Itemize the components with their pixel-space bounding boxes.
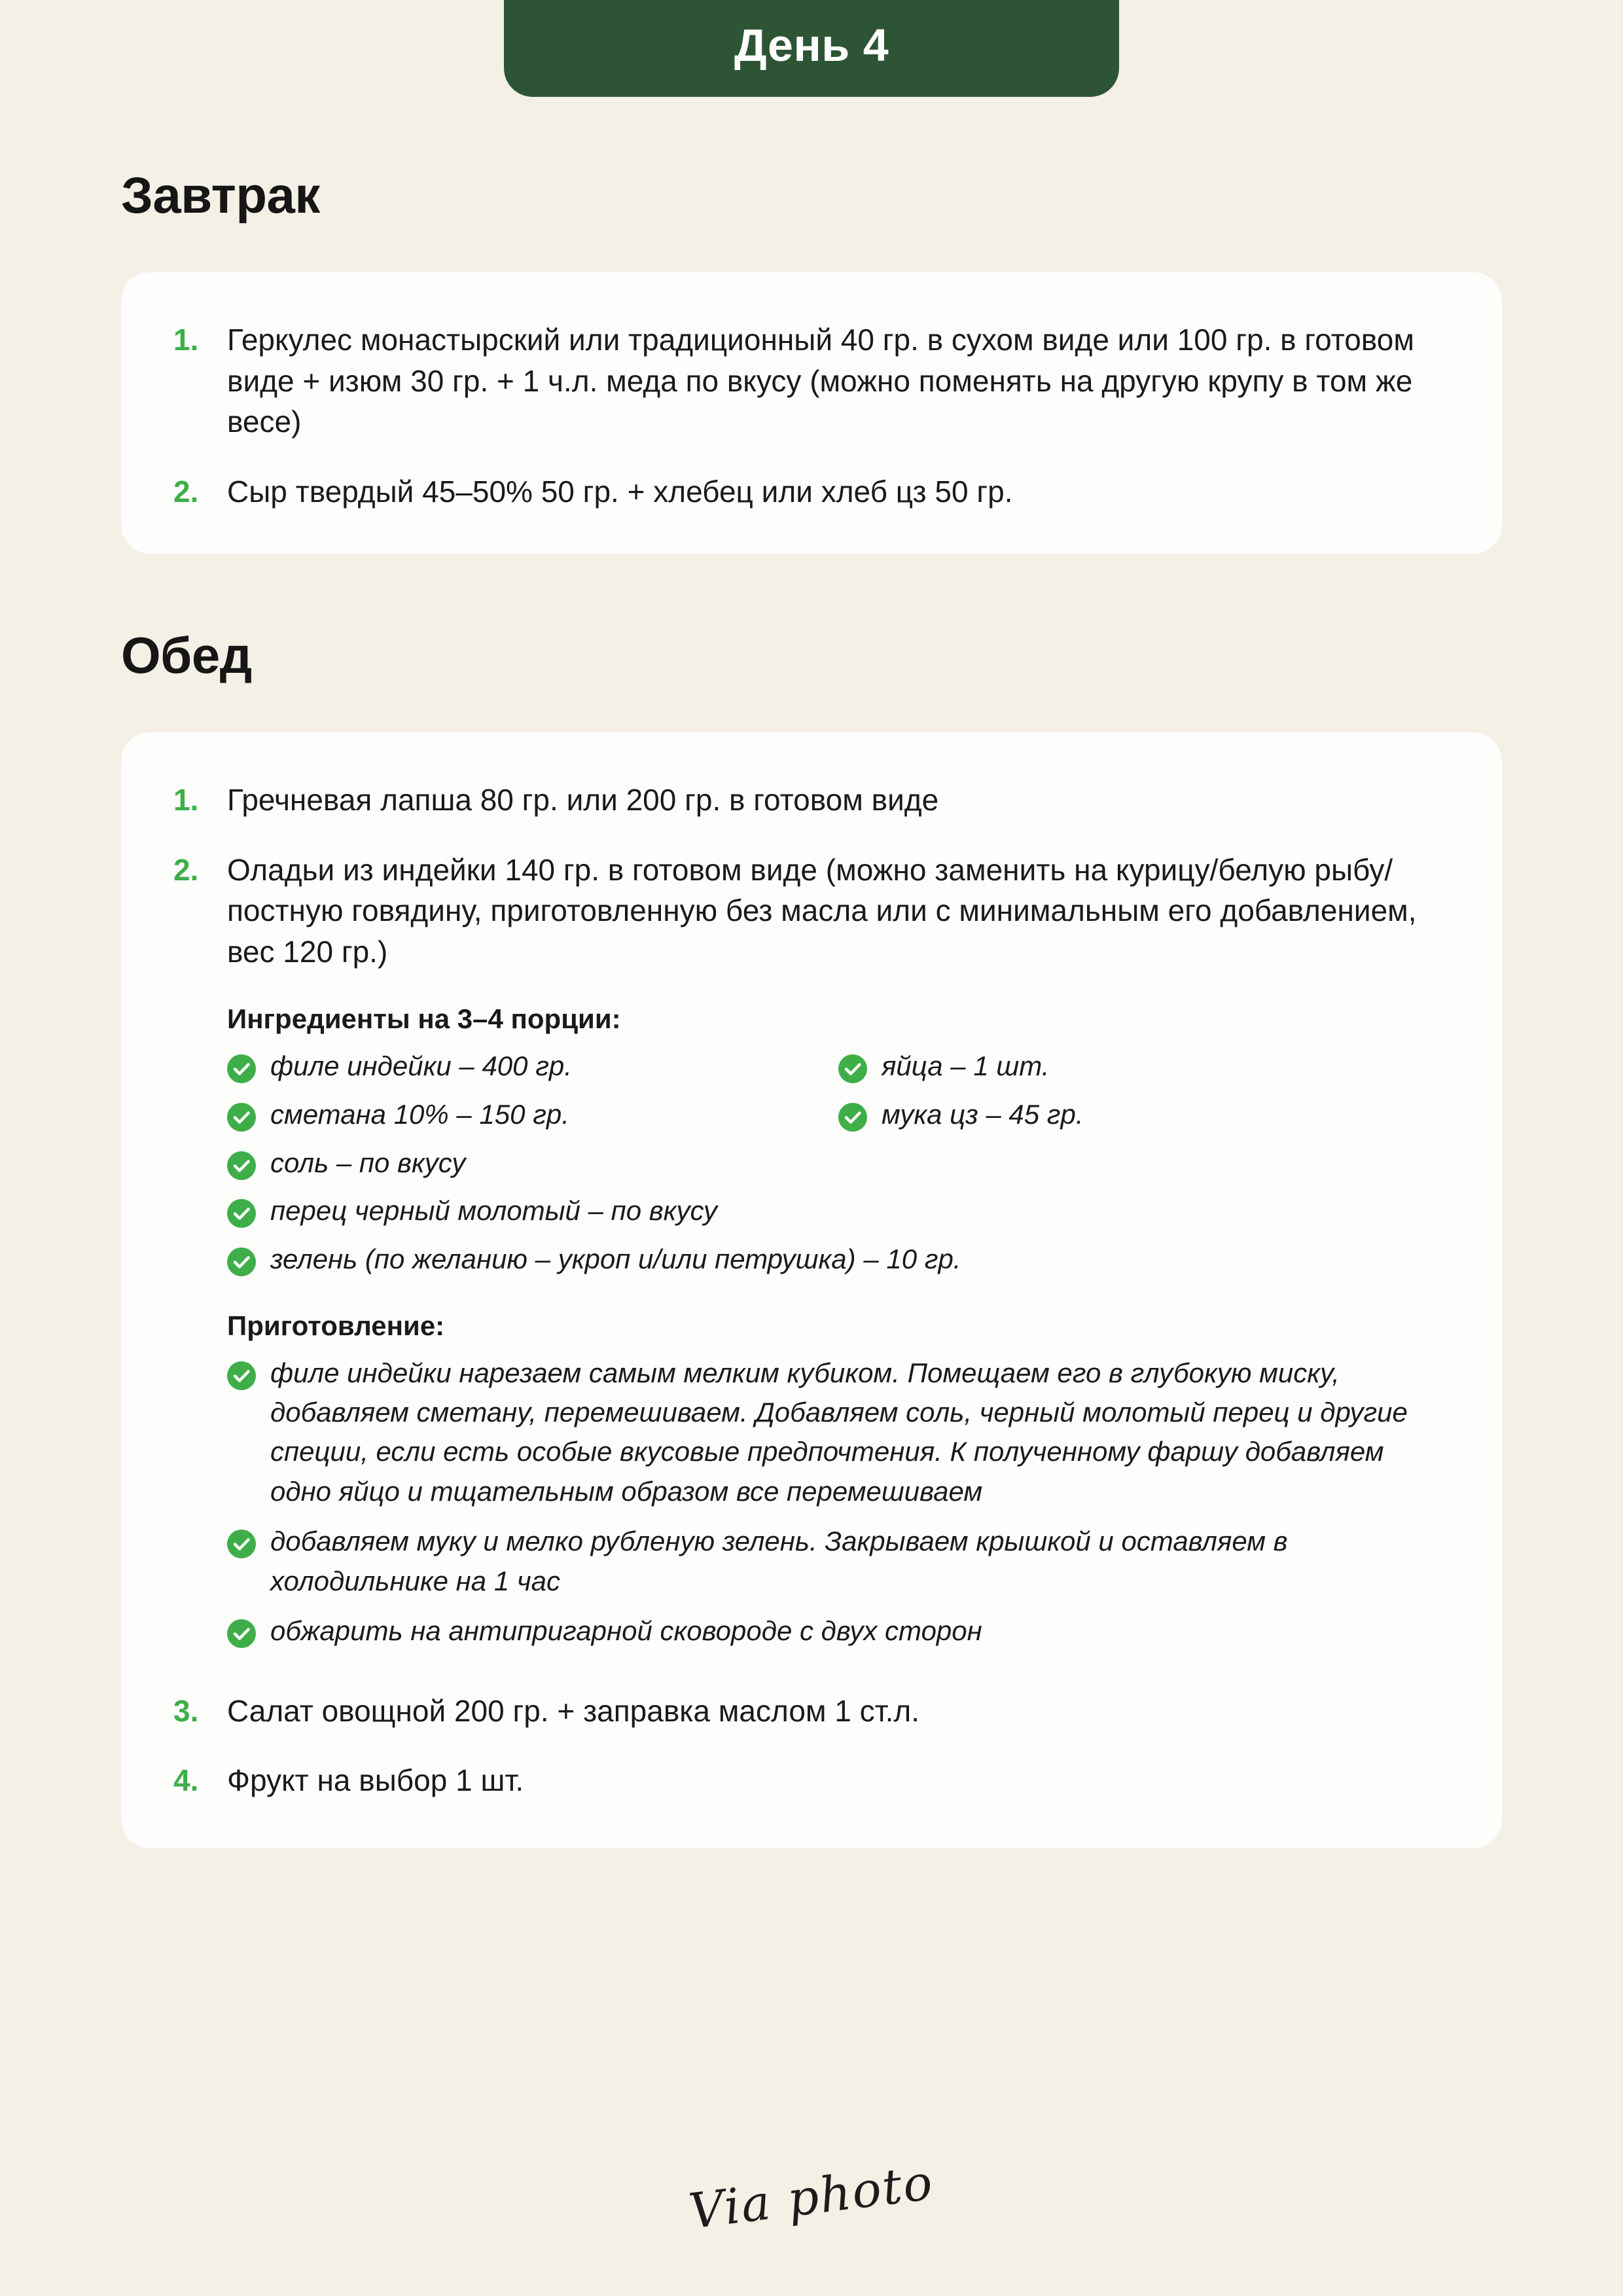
breakfast-card (121, 272, 1502, 554)
lunch-list (173, 780, 1450, 1801)
preparation-title: Приготовление: (227, 1310, 445, 1341)
preparation-step-text: добавляем муку и мелко рубленую зелень. Закрываем крышкой и оставляем в холодильнике на 1 час (270, 1526, 1288, 1596)
list-item-number: 3. (173, 1693, 199, 1728)
list-item-number: 4. (173, 1763, 199, 1798)
list-item-body (227, 850, 1450, 1662)
list-item (173, 1760, 1450, 1801)
ingredients-block (227, 1003, 1450, 1278)
list-item-text: Гречневая лапша 80 гр. или 200 гр. в готовом виде (227, 783, 939, 817)
list-item (227, 1354, 1450, 1512)
check-circle-icon (227, 1619, 256, 1648)
list-item (227, 1522, 1450, 1601)
list-item (227, 1095, 838, 1134)
list-item (173, 780, 1450, 821)
list-item (173, 850, 1450, 1662)
day-badge-container (0, 0, 1623, 97)
list-item-text: Сыр твердый 45–50% 50 гр. + хлебец или хлеб цз 50 гр. (227, 474, 1013, 509)
check-circle-icon (838, 1103, 867, 1132)
list-item-text: Фрукт на выбор 1 шт. (227, 1763, 524, 1798)
day-badge (504, 0, 1119, 97)
ingredient-text: мука цз – 45 гр. (882, 1099, 1084, 1130)
preparation-step-text: обжарить на антипригарной сковороде с двух сторон (270, 1615, 982, 1647)
signature-watermark (0, 2154, 1623, 2240)
list-item-body (227, 780, 1450, 821)
ingredient-text: сметана 10% – 150 гр. (270, 1099, 569, 1130)
check-circle-icon (227, 1103, 256, 1132)
check-circle-icon (227, 1151, 256, 1180)
list-item (838, 1047, 1450, 1086)
list-item-body (227, 1760, 1450, 1801)
list-item (838, 1095, 1450, 1134)
list-item (227, 1047, 838, 1086)
list-item (227, 1143, 1450, 1183)
breakfast-list (173, 319, 1450, 512)
section-title-breakfast: Завтрак (121, 166, 320, 224)
check-circle-icon (838, 1054, 867, 1083)
list-item-number: 2. (173, 474, 199, 509)
ingredient-text: перец черный молотый – по вкусу (270, 1195, 718, 1227)
ingredients-grid (227, 1047, 1450, 1278)
preparation-step-text: филе индейки нарезаем самым мелким кубиком. Помещаем его в глубокую миску, добавляем сметану, перемешиваем. Добавляем соль, черный молотый перец и другие специи, если есть особые вкусовые предпочтения. К полученному фаршу добавляем одно яйцо и тщательным образом все перемешиваем (270, 1357, 1408, 1507)
ingredients-title: Ингредиенты на 3–4 порции: (227, 1003, 621, 1035)
list-item (173, 319, 1450, 442)
ingredient-text: филе индейки – 400 гр. (270, 1050, 572, 1082)
check-circle-icon (227, 1530, 256, 1558)
day-badge-label: День 4 (734, 20, 889, 71)
list-item (227, 1240, 1450, 1279)
check-circle-icon (227, 1199, 256, 1228)
ingredient-text: яйца – 1 шт. (882, 1050, 1050, 1082)
list-item (173, 471, 1450, 512)
list-item-body (227, 1691, 1450, 1732)
ingredient-text: зелень (по желанию – укроп и/или петрушка) – 10 гр. (270, 1243, 961, 1274)
list-item (173, 1691, 1450, 1732)
list-item-number: 2. (173, 852, 199, 887)
list-item-number: 1. (173, 323, 199, 357)
check-circle-icon (227, 1247, 256, 1276)
page-content (0, 97, 1623, 1848)
list-item (227, 1191, 1450, 1230)
list-item-body (227, 471, 1450, 512)
ingredient-text: соль – по вкусу (270, 1147, 466, 1178)
list-item-text: Геркулес монастырский или традиционный 40 гр. в сухом виде или 100 гр. в готовом виде + изюм 30 гр. + 1 ч.л. меда по вкусу (можно поменять на другую крупу в том же весе) (227, 323, 1414, 439)
lunch-card (121, 732, 1502, 1848)
section-title-lunch: Обед (121, 626, 252, 685)
list-item-text: Оладьи из индейки 140 гр. в готовом виде (можно заменить на курицу/белую рыбу/постную говядину, приготовленную без масла или с минимальным его добавлением, вес 120 гр.) (227, 852, 1417, 969)
list-item-text: Салат овощной 200 гр. + заправка маслом 1 ст.л. (227, 1693, 920, 1728)
list-item (227, 1611, 1450, 1651)
list-item-body (227, 319, 1450, 442)
list-item-number: 1. (173, 783, 199, 817)
signature-text: Via photo (686, 2154, 937, 2240)
check-circle-icon (227, 1361, 256, 1390)
preparation-block (227, 1310, 1450, 1651)
check-circle-icon (227, 1054, 256, 1083)
preparation-list (227, 1354, 1450, 1651)
